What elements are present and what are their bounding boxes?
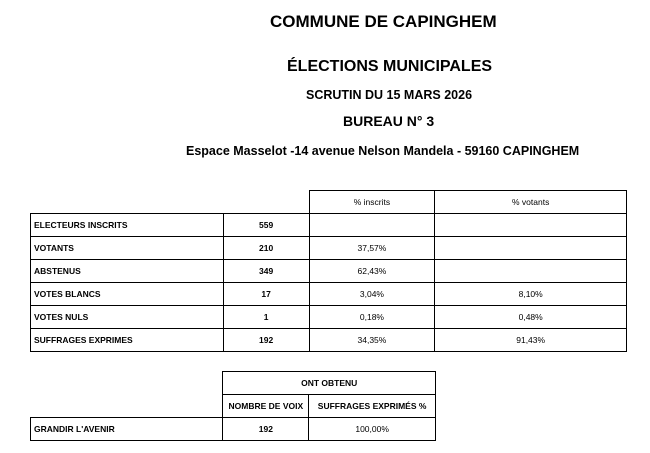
- bureau-address: Espace Masselot -14 avenue Nelson Mandela - 59160 CAPINGHEM: [186, 144, 580, 158]
- col-pct-votants: % votants: [435, 191, 627, 214]
- obtenu-header-row: [31, 395, 436, 418]
- row-pct-votants: [435, 260, 627, 283]
- row-label: ELECTEURS INSCRITS: [31, 214, 224, 237]
- row-pct-votants: [435, 214, 627, 237]
- row-label: ABSTENUS: [31, 260, 224, 283]
- table-row: [31, 283, 627, 306]
- row-value: 1: [223, 306, 309, 329]
- row-pct-votants: 0,48%: [435, 306, 627, 329]
- results-header-row: [31, 191, 627, 214]
- row-pct-inscrits: [309, 214, 435, 237]
- row-pct-votants: [435, 237, 627, 260]
- obtenu-title-row: [31, 372, 436, 395]
- row-value: 17: [223, 283, 309, 306]
- list-name: GRANDIR L'AVENIR: [31, 418, 223, 441]
- table-row: [31, 418, 436, 441]
- row-pct-inscrits: 34,35%: [309, 329, 435, 352]
- bureau-number: BUREAU N° 3: [343, 113, 435, 129]
- table-row: [31, 306, 627, 329]
- row-pct-inscrits: 37,57%: [309, 237, 435, 260]
- scrutin-date: SCRUTIN DU 15 MARS 2026: [306, 88, 473, 102]
- row-label: SUFFRAGES EXPRIMES: [31, 329, 224, 352]
- election-title: ÉLECTIONS MUNICIPALES: [287, 58, 493, 75]
- row-pct-votants: 8,10%: [435, 283, 627, 306]
- obtenu-table: [30, 371, 436, 441]
- col-suffrages-exprimes: SUFFRAGES EXPRIMÉS %: [309, 395, 436, 418]
- table-row: [31, 214, 627, 237]
- row-pct-inscrits: 62,43%: [309, 260, 435, 283]
- col-nombre-voix: NOMBRE DE VOIX: [223, 395, 309, 418]
- list-voix: 192: [223, 418, 309, 441]
- row-value: 210: [223, 237, 309, 260]
- row-pct-votants: 91,43%: [435, 329, 627, 352]
- row-pct-inscrits: 3,04%: [309, 283, 435, 306]
- commune-title: COMMUNE DE CAPINGHEM: [270, 12, 497, 31]
- row-pct-inscrits: 0,18%: [309, 306, 435, 329]
- table-row: [31, 329, 627, 352]
- row-label: VOTES BLANCS: [31, 283, 224, 306]
- row-value: 192: [223, 329, 309, 352]
- col-pct-inscrits: % inscrits: [309, 191, 435, 214]
- row-value: 349: [223, 260, 309, 283]
- table-row: [31, 260, 627, 283]
- list-pct: 100,00%: [309, 418, 436, 441]
- obtenu-title: ONT OBTENU: [223, 372, 436, 395]
- results-table: [30, 190, 627, 352]
- row-label: VOTES NULS: [31, 306, 224, 329]
- row-label: VOTANTS: [31, 237, 224, 260]
- row-value: 559: [223, 214, 309, 237]
- table-row: [31, 237, 627, 260]
